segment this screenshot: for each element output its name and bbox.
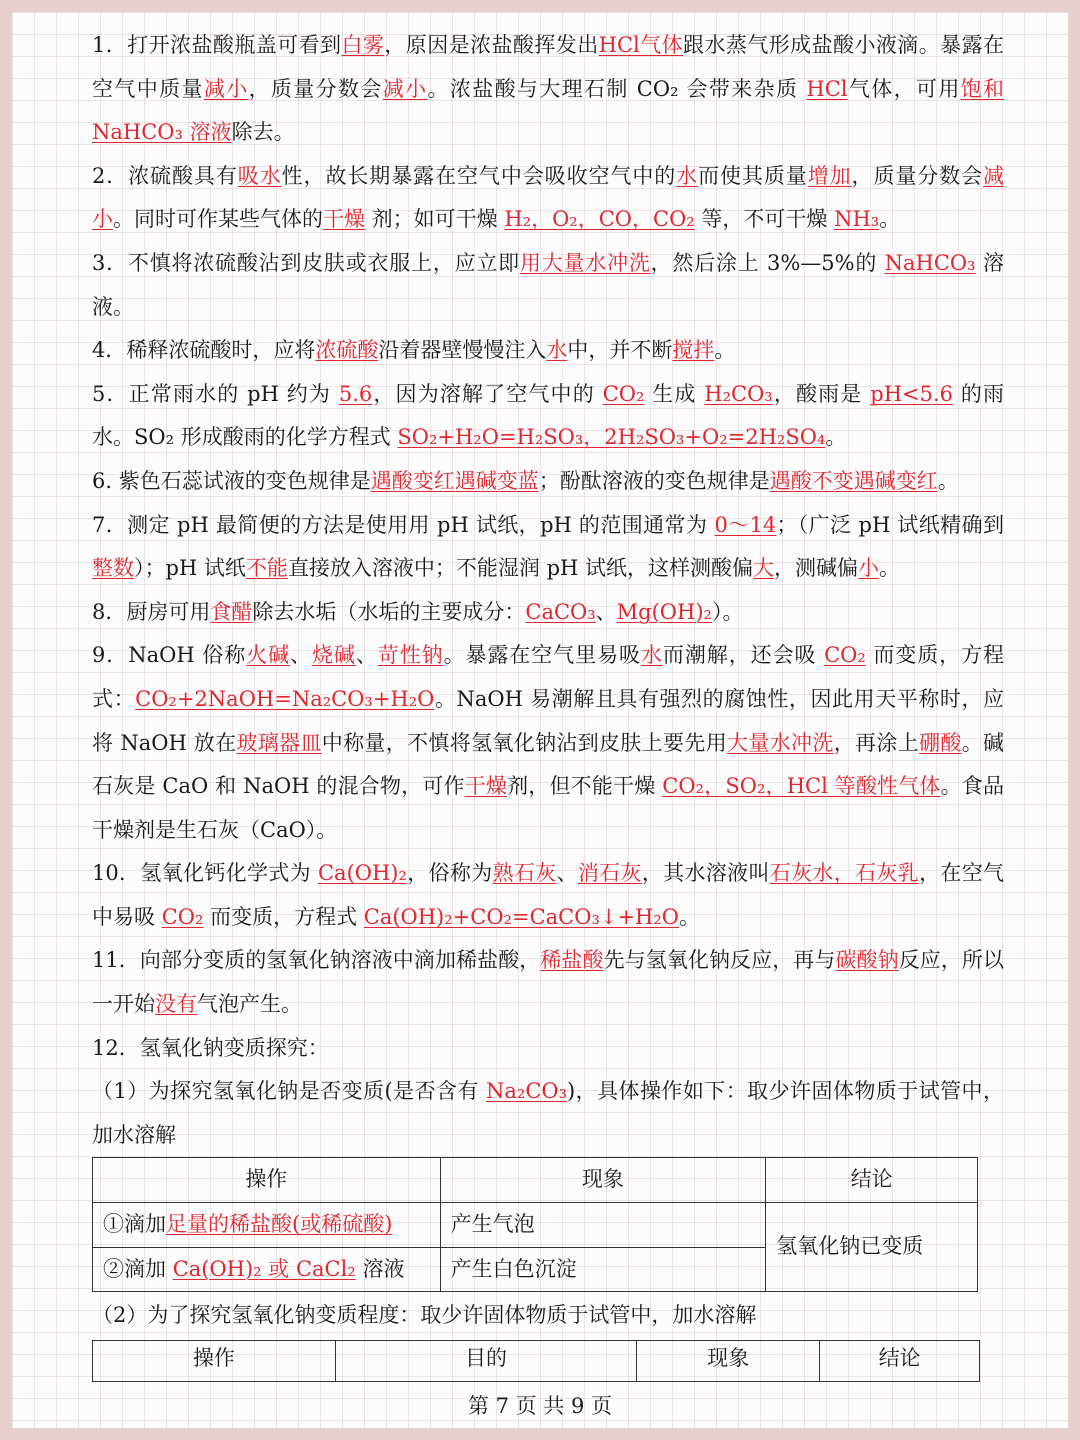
answer-blank: 减小 bbox=[92, 163, 1005, 232]
text-segment: 等，不可干燥 bbox=[694, 207, 835, 232]
text-segment: 、 bbox=[595, 599, 617, 624]
text-segment: 跟水蒸气形成盐酸小液滴。暴露在空气中质量 bbox=[92, 33, 1005, 101]
item-1 bbox=[92, 24, 1004, 155]
text-segment: 气体，可用 bbox=[847, 76, 961, 101]
row1-operation bbox=[93, 1203, 441, 1248]
text-segment: 12．氢氧化钠变质探究： bbox=[92, 1035, 329, 1060]
item-6 bbox=[92, 460, 1004, 504]
text-segment: ，因为溶解了空气中的 bbox=[372, 381, 603, 406]
footer-prefix: 第 bbox=[467, 1394, 496, 1418]
text-segment: ；酚酞溶液的变色规律是 bbox=[538, 468, 770, 493]
text-segment: ②滴加 bbox=[103, 1256, 173, 1281]
text-segment: 剂；如可干燥 bbox=[365, 207, 505, 232]
text-segment: 气泡产生。 bbox=[197, 992, 302, 1017]
header-conclusion: 结论 bbox=[820, 1340, 980, 1381]
content bbox=[92, 24, 1004, 1382]
answer-blank: HCl bbox=[806, 76, 848, 101]
row1-phenomenon: 产生气泡 bbox=[440, 1203, 766, 1248]
text-segment: 而变质，方程式： bbox=[92, 643, 1005, 711]
item-2 bbox=[92, 155, 1004, 242]
text-segment: 生成 bbox=[644, 381, 705, 406]
text-segment: 。暴露在空气里易吸 bbox=[443, 643, 641, 668]
answer-blank: 大量水冲洗 bbox=[727, 730, 834, 755]
item-5 bbox=[92, 373, 1004, 460]
text-segment: 。浓盐酸与大理石制 CO₂ 会带来杂质 bbox=[427, 76, 807, 101]
text-segment: 8．厨房可用 bbox=[92, 599, 211, 624]
header-conclusion: 结论 bbox=[766, 1158, 978, 1203]
answer-blank: 水 bbox=[676, 163, 699, 188]
total-pages: 9 bbox=[571, 1394, 585, 1418]
text-segment: 除去水垢（水垢的主要成分： bbox=[252, 599, 526, 624]
answer-blank: Na₂CO₃ bbox=[486, 1079, 568, 1104]
text-segment: 3．不慎将浓硫酸沾到皮肤或衣服上，应立即 bbox=[92, 250, 520, 275]
answer-blank: SO₂+H₂O=H₂SO₃，2H₂SO₃+O₂=2H₂SO₄ bbox=[397, 425, 826, 450]
answer-blank: 白雾 bbox=[341, 33, 385, 57]
text-segment: 5．正常雨水的 pH 约为 bbox=[92, 381, 339, 406]
text-segment: 溶液。 bbox=[92, 250, 1005, 319]
answer-blank: 干燥 bbox=[464, 774, 508, 799]
text-segment: 11．向部分变质的氢氧化钠溶液中滴加稀盐酸， bbox=[92, 948, 541, 973]
item-12-part1 bbox=[92, 1070, 1004, 1157]
text-segment: 。食品干燥剂是生石灰（CaO）。 bbox=[92, 774, 1004, 842]
text-segment: 的雨水。SO₂ 形成酸雨的化学方程式 bbox=[92, 381, 1004, 450]
answer-blank: NH₃ bbox=[834, 207, 880, 232]
answer-blank: 大 bbox=[753, 556, 775, 581]
header-operation: 操作 bbox=[93, 1340, 336, 1381]
text-segment: ；（广泛 pH 试纸精确到 bbox=[776, 512, 1005, 537]
text-segment: 除去。 bbox=[231, 120, 295, 145]
text-segment: 。 bbox=[825, 425, 847, 450]
answer-blank: CO₂，SO₂，HCl 等酸性气体 bbox=[662, 774, 941, 799]
answer-blank: 用大量水冲洗 bbox=[519, 250, 651, 275]
text-segment: 。同时可作某些气体的 bbox=[113, 207, 323, 232]
answer-blank: CO₂ bbox=[602, 381, 645, 406]
text-segment: 直接放入溶液中；不能湿润 pH 试纸，这样测酸偏 bbox=[287, 556, 754, 581]
document-page bbox=[12, 12, 1068, 1428]
answer-blank: 烧碱 bbox=[311, 643, 356, 668]
text-segment: 沿着器壁慢慢注入 bbox=[378, 338, 547, 363]
text-segment: ，再涂上 bbox=[833, 730, 920, 755]
text-segment: 1．打开浓盐酸瓶盖可看到 bbox=[92, 33, 342, 57]
answer-blank: NaHCO₃ bbox=[884, 250, 976, 275]
text-segment: ，测碱偏 bbox=[774, 556, 859, 581]
text-segment: 溶液 bbox=[355, 1256, 405, 1281]
answer-blank: 没有 bbox=[155, 992, 197, 1017]
item-8 bbox=[92, 591, 1004, 635]
text-segment: ）。 bbox=[711, 599, 744, 624]
header-phenomenon: 现象 bbox=[637, 1340, 820, 1381]
text-segment: 性，故长期暴露在空气中会吸收空气中的 bbox=[281, 163, 677, 188]
answer-blank: 熟石灰 bbox=[492, 861, 557, 886]
item-7 bbox=[92, 504, 1004, 591]
text-segment: 反应，所以一开始 bbox=[92, 948, 1004, 1017]
text-segment: 。 bbox=[879, 207, 901, 232]
text-segment: ，酸雨是 bbox=[772, 381, 871, 406]
text-segment: 剂，但不能干燥 bbox=[507, 774, 663, 799]
text-segment: ，俗称为 bbox=[406, 861, 493, 886]
text-segment: 、 bbox=[556, 861, 578, 886]
table-header-row bbox=[93, 1158, 978, 1203]
item-3 bbox=[92, 242, 1004, 329]
text-segment: ，质量分数会 bbox=[248, 76, 383, 101]
answer-blank: 硼酸 bbox=[919, 730, 962, 755]
answer-blank: Ca(OH)₂ 或 CaCl₂ bbox=[172, 1256, 356, 1281]
text-segment: ①滴加 bbox=[103, 1212, 166, 1237]
text-segment: ，原因是浓盐酸挥发出 bbox=[384, 33, 599, 57]
answer-blank: Ca(OH)₂+CO₂=CaCO₃↓+H₂O bbox=[363, 904, 679, 929]
text-segment: （1）为探究氢氧化钠是否变质(是否含有 bbox=[92, 1079, 486, 1104]
item-12-part2: （2）为了探究氢氧化钠变质程度：取少许固体物质于试管中，加水溶解 bbox=[92, 1303, 757, 1328]
text-segment: 9．NaOH 俗称 bbox=[92, 643, 247, 668]
answer-blank: 搅拌 bbox=[672, 338, 715, 363]
answer-blank: Mg(OH)₂ bbox=[616, 599, 712, 624]
answer-blank: 遇酸变红遇碱变蓝 bbox=[370, 468, 539, 493]
answer-blank: 消石灰 bbox=[577, 861, 642, 886]
text-segment: 。NaOH 易潮解且具有强烈的腐蚀性，因此用天平称时，应将 NaOH 放在 bbox=[92, 686, 1005, 755]
answer-blank: Ca(OH)₂ bbox=[317, 861, 407, 886]
row2-phenomenon: 产生白色沉淀 bbox=[440, 1247, 766, 1292]
text-segment: ）；pH 试纸 bbox=[134, 556, 246, 581]
answer-blank: 石灰水，石灰乳 bbox=[769, 861, 920, 886]
conclusion-cell: 氢氧化钠已变质 bbox=[766, 1203, 978, 1292]
answer-blank: 0～14 bbox=[714, 512, 777, 537]
answer-blank: 减小 bbox=[203, 76, 249, 101]
answer-blank: 苛性钠 bbox=[377, 643, 444, 668]
row2-operation bbox=[93, 1247, 441, 1292]
text-segment: ，质量分数会 bbox=[851, 163, 984, 188]
answer-blank: CaCO₃ bbox=[525, 599, 596, 624]
item-4 bbox=[92, 329, 1004, 373]
text-segment: 。 bbox=[714, 338, 736, 363]
answer-blank: CO₂ bbox=[824, 643, 866, 668]
text-segment: 7．测定 pH 最简便的方法是使用用 pH 试纸，pH 的范围通常为 bbox=[92, 512, 715, 537]
header-operation: 操作 bbox=[93, 1158, 441, 1203]
text-segment: 而变质，方程式 bbox=[203, 904, 364, 929]
header-purpose: 目的 bbox=[335, 1340, 637, 1381]
answer-blank: 不能 bbox=[245, 556, 288, 581]
text-segment: 。 bbox=[879, 556, 901, 581]
answer-blank: 遇酸不变遇碱变红 bbox=[769, 468, 938, 493]
answer-blank: 水 bbox=[640, 643, 663, 668]
answer-blank: 小 bbox=[858, 556, 880, 581]
footer-suffix: 页 bbox=[584, 1394, 613, 1418]
text-segment: 。 bbox=[937, 468, 959, 493]
answer-blank: 浓硫酸 bbox=[315, 338, 379, 363]
footer-mid: 页 共 bbox=[508, 1394, 572, 1418]
header-phenomenon: 现象 bbox=[440, 1158, 766, 1203]
answer-blank: 水 bbox=[546, 338, 568, 363]
answer-blank: HCl气体 bbox=[598, 33, 684, 57]
text-segment: 10．氢氧化钙化学式为 bbox=[92, 861, 318, 886]
text-segment: 2．浓硫酸具有 bbox=[92, 163, 238, 188]
item-9 bbox=[92, 634, 1004, 852]
text-segment: 。 bbox=[679, 904, 700, 929]
answer-blank: 稀盐酸 bbox=[540, 948, 604, 973]
text-segment: 中称量，不慎将氢氧化钠沾到皮肤上要先用 bbox=[321, 730, 728, 755]
table-row bbox=[93, 1203, 978, 1248]
answer-blank: CO₂+2NaOH=Na₂CO₃+H₂O bbox=[135, 686, 435, 711]
text-segment: 而使其质量 bbox=[698, 163, 808, 188]
text-segment: )，具体操作如下：取少许固体物质于试管中，加水溶解 bbox=[92, 1079, 1004, 1147]
text-segment: ，然后涂上 3%—5%的 bbox=[650, 250, 885, 275]
item-10 bbox=[92, 852, 1004, 939]
text-segment: 先与氢氧化钠反应，再与 bbox=[603, 948, 836, 973]
answer-blank: 碳酸钠 bbox=[835, 948, 899, 973]
text-segment: ，在空气中易吸 bbox=[92, 861, 1005, 929]
current-page: 7 bbox=[495, 1394, 509, 1418]
answer-blank: 减小 bbox=[382, 76, 428, 101]
table-header-row bbox=[93, 1340, 980, 1381]
answer-blank: H₂，O₂，CO，CO₂ bbox=[504, 207, 695, 232]
answer-blank: 食醋 bbox=[210, 599, 253, 624]
answer-blank: 整数 bbox=[92, 556, 134, 581]
answer-blank: 增加 bbox=[807, 163, 852, 188]
table-degree-check bbox=[92, 1340, 980, 1382]
answer-blank: 火碱 bbox=[246, 643, 291, 668]
answer-blank: 饱和 NaHCO₃ 溶液 bbox=[92, 76, 1005, 145]
answer-blank: H₂CO₃ bbox=[704, 381, 773, 406]
text-segment: 6. 紫色石蕊试液的变色规律是 bbox=[92, 468, 371, 493]
text-segment: 。碱石灰是 CaO 和 NaOH 的混合物，可作 bbox=[92, 730, 1005, 799]
answer-blank: 足量的稀盐酸(或稀硫酸) bbox=[166, 1212, 393, 1237]
item-11 bbox=[92, 939, 1004, 1026]
answer-blank: 玻璃器皿 bbox=[236, 730, 322, 755]
item-12 bbox=[92, 1027, 1004, 1071]
text-segment: 、 bbox=[355, 643, 378, 668]
text-segment: 4．稀释浓硫酸时，应将 bbox=[92, 338, 316, 363]
text-segment: 、 bbox=[290, 643, 312, 668]
text-segment: 中，并不断 bbox=[567, 338, 673, 363]
answer-blank: 干燥 bbox=[323, 207, 365, 232]
table-variant-check bbox=[92, 1157, 978, 1292]
page-footer bbox=[12, 1390, 1068, 1420]
text-segment: ，其水溶液叫 bbox=[641, 861, 770, 886]
text-segment: 而潮解，还会吸 bbox=[662, 643, 825, 668]
answer-blank: 5.6 bbox=[338, 381, 373, 406]
answer-blank: pH<5.6 bbox=[870, 381, 953, 406]
answer-blank: 吸水 bbox=[237, 163, 282, 188]
answer-blank: CO₂ bbox=[161, 904, 204, 929]
